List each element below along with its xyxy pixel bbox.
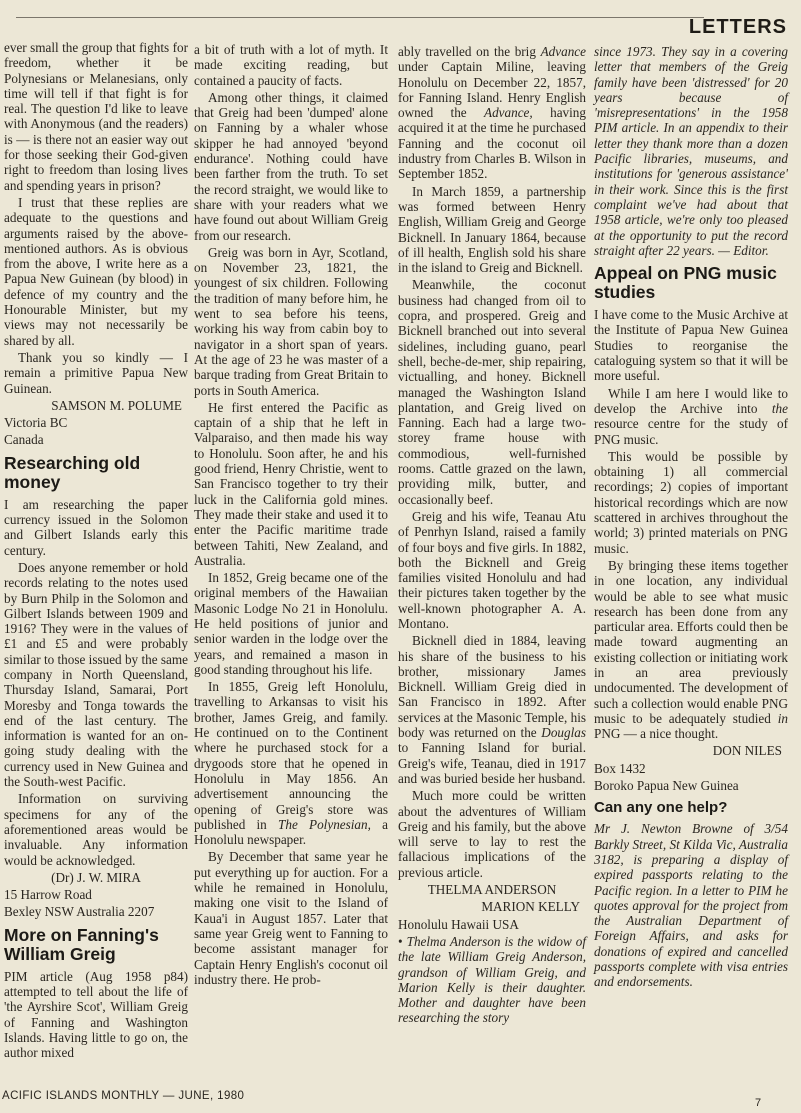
text-run: Thelma Anderson is the widow of the late William Greig Anderson, grandson of William Greig, and Marion Kelly is their daughter. Mother and daughter have been researching the story [398, 933, 586, 1026]
text-run: to Fanning Island for burial. Greig's wife, Teanau, died in 1917 and was buried beside her husband. [398, 740, 586, 786]
text-run: Bicknell died in 1884, leaving his share of the business to his brother, missionary James Bicknell. William Greig died in San Francisco in 1892. After services at the Masonic Temple, his body was returned on the [398, 633, 586, 741]
ship-name: Douglas [541, 725, 586, 741]
paragraph: I trust that these replies are adequate to the questions and arguments raised by the above-mentioned authors. As is obvious from the above, I write here as a Papua New Guinean (by blood) in defence of my country and the Honourable Minister, but my views may not necessarily be shared by all. [4, 194, 188, 348]
letter-address: Canada [4, 432, 44, 448]
column-3 [398, 44, 586, 1028]
text-run: under Captain Miline, leaving Honolulu on December 22, 1857, for Fanning Island. Henry English owned the [398, 59, 586, 121]
paragraph: Does anyone remember or hold records relating to the notes used by Burn Philp in the Solomon and Gilbert Islands between 1909 and 1916? They were in the values of £1 and £5 and were probably similar to those issued by the same company in North Queensland, Thursday Island, Samarai, Port Moresby and Tonga towards the end of the last century. The information is wanted for an on-going study dealing with the currency used in New Guinea and the South-west Pacific. [4, 559, 188, 790]
paragraph: Greig was born in Ayr, Scotland, on November 23, 1821, the youngest of six children. Following the tradition of many before him, he went to sea before his teens, working his way from cabin boy to navigator in a short span of years. At the age of 23 he was master of a barque trading from Great Britain to ports in South America. [194, 244, 388, 398]
paragraph [594, 386, 788, 447]
paragraph [594, 558, 788, 742]
paragraph: In March 1859, a partnership was formed between Henry English, William Greig and George Bicknell. In January 1864, because of ill health, English sold his share in the island to Greig and Bicknell. [398, 183, 586, 276]
text-run: having acquired it at the time he purchased Fanning and the coconut oil industry from Charles B. Wilson in September 1852. [398, 105, 586, 182]
text-run: ably travelled on the brig [398, 44, 536, 59]
paragraph [398, 633, 586, 786]
paragraph [194, 679, 388, 847]
text-run: By bringing these items together in one location, any individual would be able to see what music research has been done from any particular area. Efforts could then be made toward augmenting an existing collection or initiating work in an area previously undocumented. The development of such a collection would enable PNG music to be adequately studied [594, 557, 788, 726]
letter-heading: Can any one help? [594, 799, 728, 817]
ship-name: Advance [540, 44, 586, 59]
letter-address: 15 Harrow Road [4, 887, 92, 903]
column-1 [4, 40, 188, 1063]
text-run: PNG — a nice thought. [594, 726, 719, 742]
paragraph: Much more could be written about the adventures of William Greig and his family, but the above will serve to lay to rest the fallacious implications of the previous article. [398, 788, 586, 880]
paragraph: By December that same year he put everything up for auction. For a while he remained in Honolulu, making one visit to the Island of Kaua'i in August 1857. Later that same year Greig went to Fanning to become assistant manager for Captain Henry English's coconut oil industry there. He prob- [194, 849, 388, 987]
letter-heading: Appeal on PNG music studies [594, 263, 777, 303]
letter-address: Victoria BC [4, 415, 68, 431]
paragraph: This would be possible by obtaining 1) all commercial recordings; 2) copies of important historical recordings which are now scattered in archives throughout the world; 3) printed materials on PNG music. [594, 448, 788, 556]
ship-name: Advance, [484, 105, 533, 121]
editor-note: Mr J. Newton Browne of 3/54 Barkly Street, St Kilda Vic, Australia 3182, is preparing a display of expired passports relating to the Pacific region. In a letter to PIM he quotes approval for the project from the Australian Department of Foreign Affairs, and asks for donations of expired and cancelled passports complete with visa entries and endorsements. [594, 821, 788, 990]
letter-address: Honolulu Hawaii USA [398, 916, 519, 932]
letter-address: Box 1432 [594, 760, 646, 776]
editor-note: since 1973. They say in a covering letter that members of the Greig family have been 'distressed' for 20 years because of 'misrepresentations' in the 1958 PIM article. In an appendix to their letter they thank more than a dozen Pacific libraries, museums, and institutions for 'generous assistance' in their work. Since this is the first complaint we've had about that 1958 article, we're only too pleased at the opportunity to put the record straight after 22 years. — Editor. [594, 44, 788, 258]
letter-heading: More on Fanning's William Greig [4, 924, 159, 964]
text-run: a Honolulu newspaper. [194, 816, 389, 848]
letter-signature: (Dr) J. W. MIRA [51, 869, 141, 885]
emphasis: the [771, 400, 788, 416]
letter-address: Bexley NSW Australia 2207 [4, 904, 155, 920]
letter-signature: MARION KELLY [481, 899, 580, 915]
letter-signature: THELMA ANDERSON [427, 882, 557, 898]
emphasis: in [777, 710, 789, 726]
text-run: resource centre for the study of PNG music. [594, 416, 788, 447]
paragraph: In 1852, Greig became one of the original members of the Hawaiian Masonic Lodge No 21 in Honolulu. He held positions of junior and senior warden in the lodge over the years, and remained a mason in good standing throughout his life. [194, 570, 388, 677]
paragraph: PIM article (Aug 1958 p84) attempted to tell about the life of 'the Ayrshire Scot', William Greig of Fanning and Washington Islands. Having little to go on, the author mixed [4, 968, 188, 1061]
paragraph: a bit of truth with a lot of myth. It made exciting reading, but contained a paucity of facts. [194, 42, 388, 88]
text-run: In 1855, Greig left Honolulu, travelling to Arkansas to visit his brother, James Greig, and family. He continued on to the Continent where he purchased stock for a drygoods store that he opened in Honolulu in May 1856. An advertisement announcing the opening of Greig's store was published in [194, 679, 388, 832]
letter-signature: SAMSON M. POLUME [51, 397, 182, 413]
letter-signature: DON NILES [712, 743, 782, 759]
paragraph: Meanwhile, the coconut business had changed from oil to copra, and prospered. Greig and Bicknell branched out into several sidelines, including guano, pearl shell, beche-de-mer, ship repairing, victualling, and honey. Bicknell managed the Washington Island plantation, and Greig lived on Fanning. Each had a large two-storey frame house with commodious, well-furnished rooms. Cattle grazed on the lawn, providing milk, butter, and occasionally beef. [398, 277, 586, 507]
page-number: 7 [755, 1097, 762, 1109]
bullet-icon: • [398, 933, 403, 949]
section-title: LETTERS [688, 16, 787, 38]
paragraph: Among other things, it claimed that Greig had been 'dumped' alone on Fanning by a whaler whose skipper he had annoyed 'beyond endurance'. Nothing could have been farther from the truth. To set the record straight, we would like to share with your readers what we have found out about William Greig from our research. [194, 89, 388, 243]
header-rule [16, 17, 704, 18]
text-run: While I am here I would like to develop the Archive into [594, 385, 788, 416]
column-4 [594, 44, 788, 992]
paragraph: Information on surviving specimens for any of the aforementioned areas would be invaluable. Any information would be acknowledged. [4, 791, 188, 868]
paragraph: He first entered the Pacific as captain of a ship that he left in Valparaiso, and then made his way to Honolulu. Soon after, he and his good friend, Henry Christie, went to San Francisco together to try their luck in the California gold mines. They made their stake and used it to enter the Pacific maritime trade between Tahiti, New Zealand, and Australia. [194, 399, 388, 568]
paragraph: Thank you so kindly — I remain a primitive Papua New Guinean. [4, 349, 188, 396]
letter-address: Boroko Papua New Guinea [594, 778, 739, 794]
letter-heading: Researching old money [4, 452, 141, 492]
editor-note [398, 934, 586, 1026]
paragraph: ever small the group that fights for freedom, whether it be Polynesians or Melanesians, only time will tell if that fight is for real. The question I'd like to leave with Anonymous (and the readers) is — is there not an easier way out for those seeking their God-given right to freedom than losing lives and spending years in prison? [4, 40, 188, 193]
paragraph: I am researching the paper currency issued in the Solomon and Gilbert Islands early this century. [4, 496, 188, 558]
paragraph: I have come to the Music Archive at the Institute of Papua New Guinea Studies to reorganise the cataloguing system so that it will be more useful. [594, 307, 788, 384]
paragraph: Greig and his wife, Teanau Atu of Penrhyn Island, raised a family of four boys and five girls. In 1882, both the Bicknell and Greig families visited Honolulu and had their pictures taken together by the well-known photographer A. A. Montano. [398, 508, 586, 631]
paragraph [398, 44, 586, 182]
page-footer: ACIFIC ISLANDS MONTHLY — JUNE, 1980 [2, 1090, 245, 1102]
column-2 [194, 42, 388, 989]
newspaper-title: The Polynesian, [278, 816, 371, 832]
